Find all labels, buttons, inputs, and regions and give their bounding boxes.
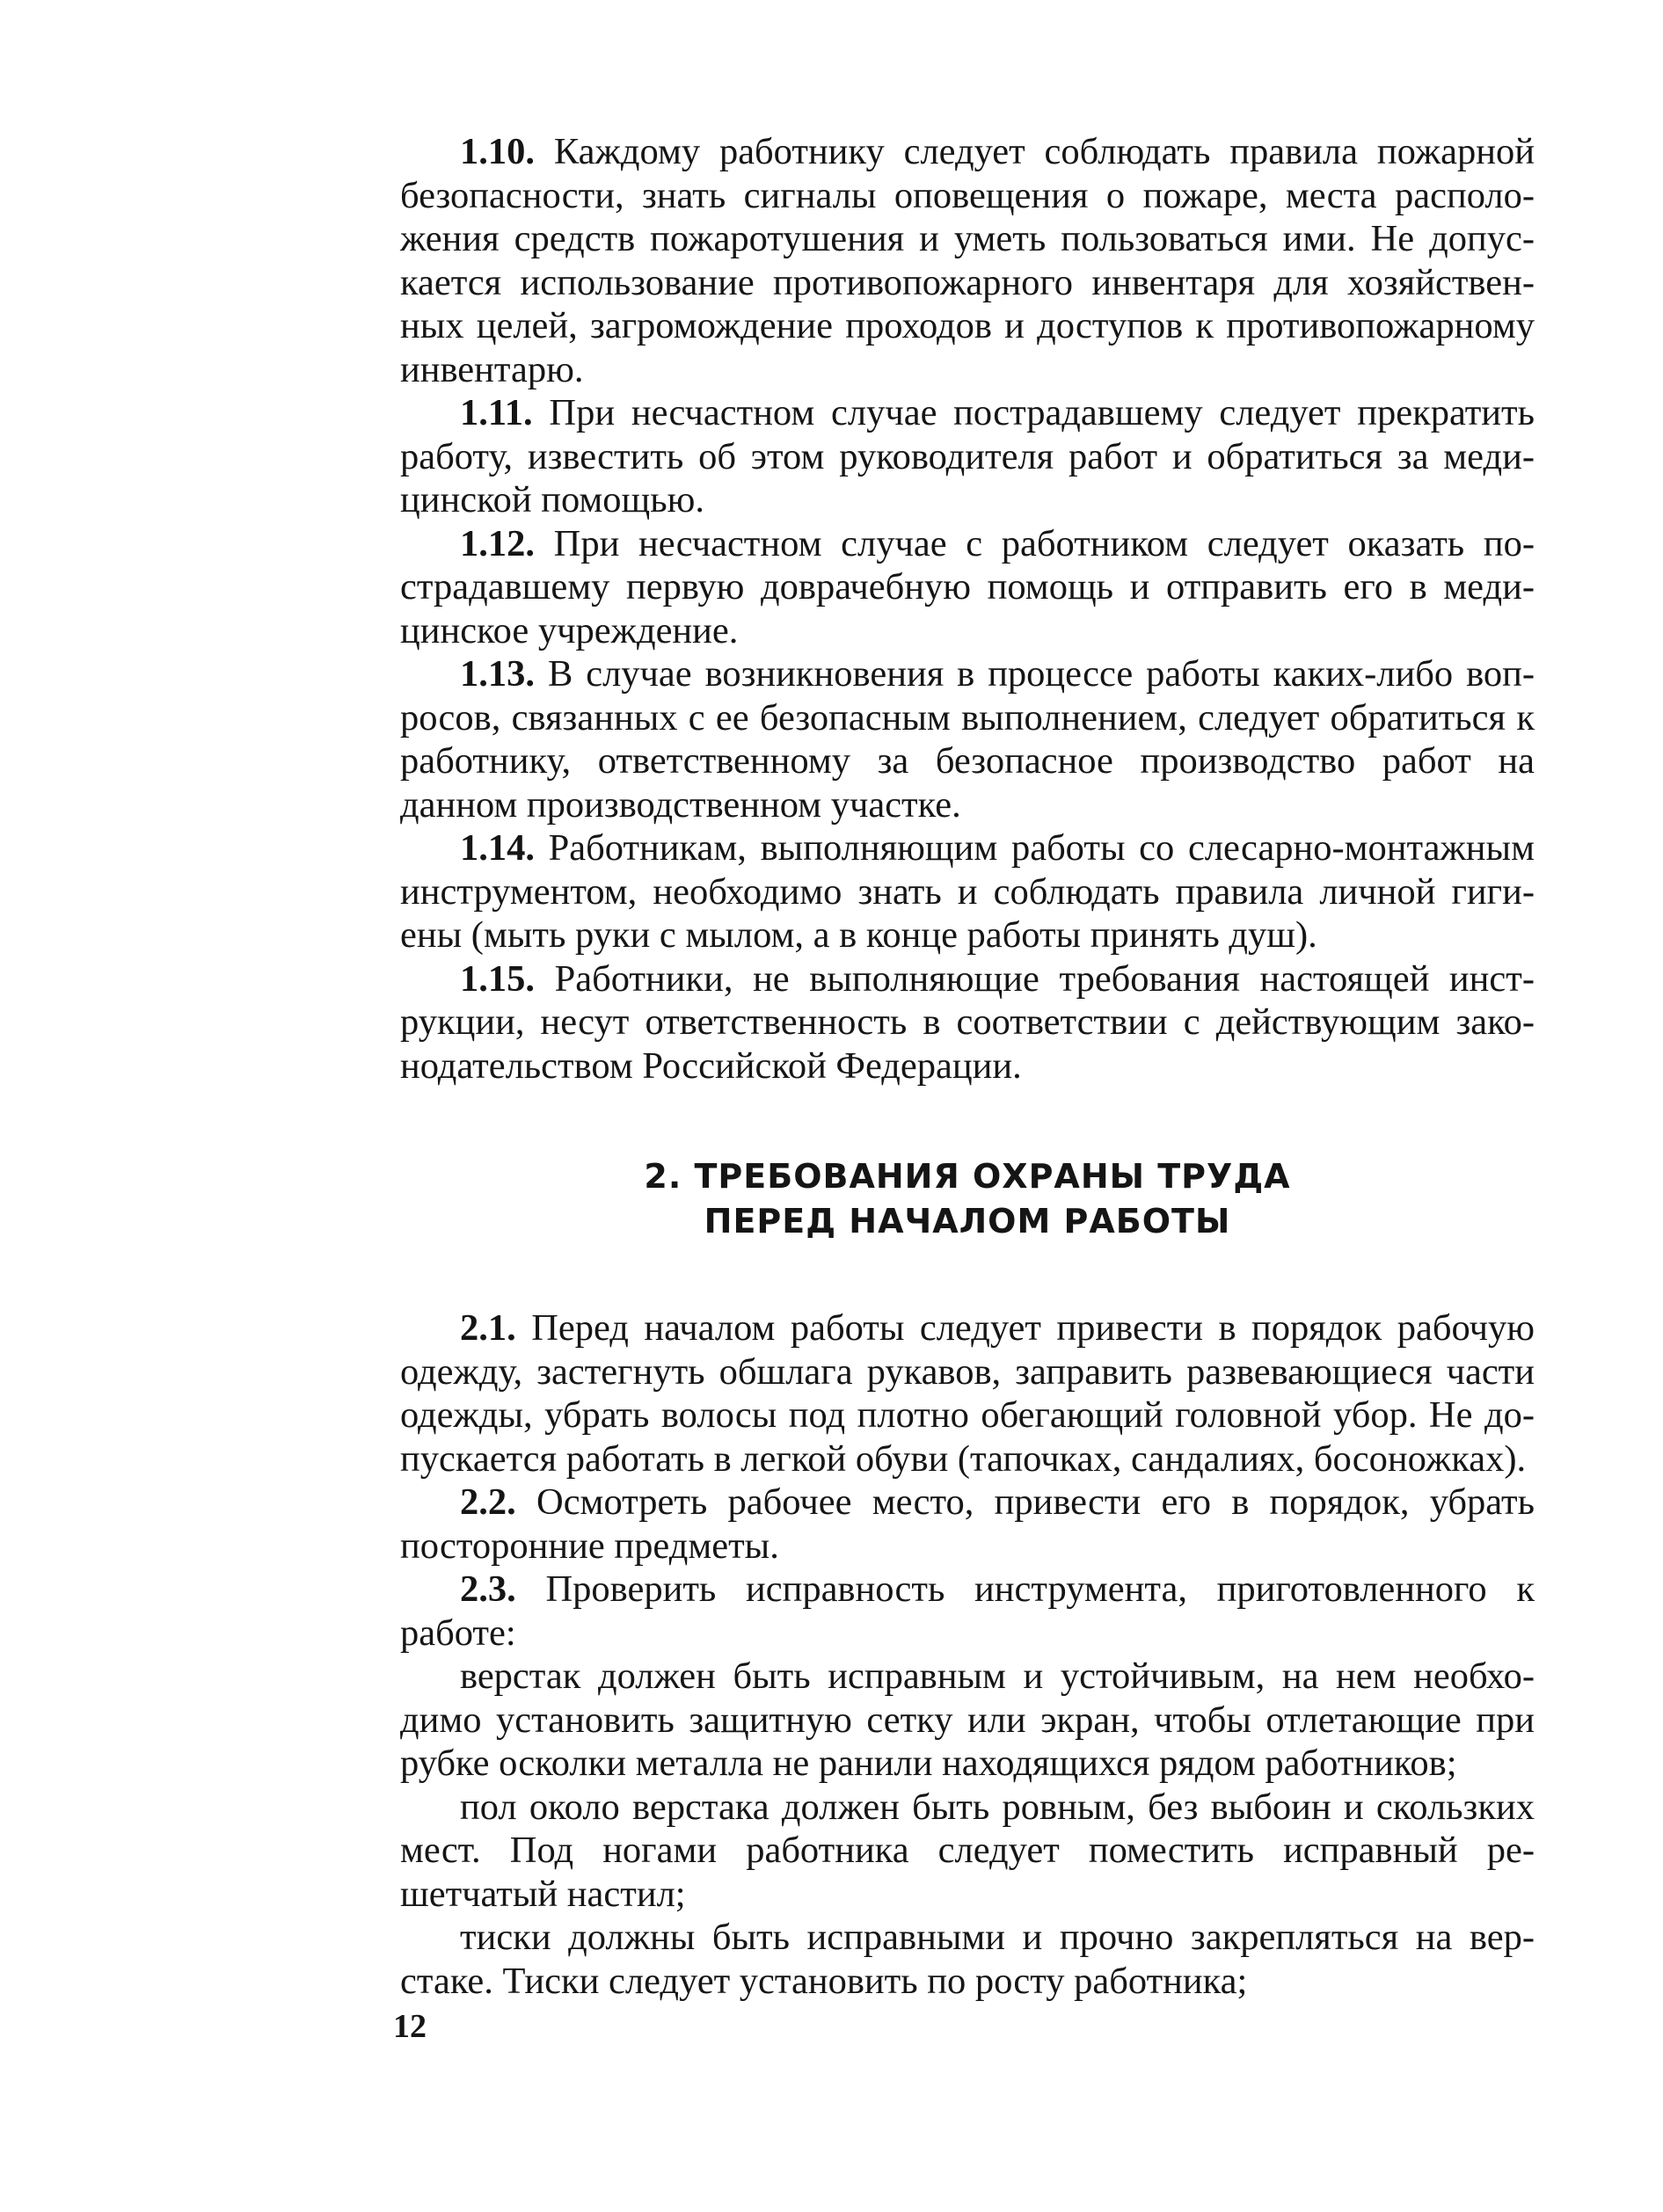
paragraph-1-15 <box>400 957 1535 1088</box>
clause-number: 1.11. <box>460 392 533 433</box>
clause-text: Работникам, выполняющим работы со слесарно-монтажным инструментом, необходимо знать и соблюдать правила личной гигиены (мыть руки с мылом, а в конце работы принять душ). <box>400 827 1535 956</box>
clause-text: При несчастном случае пострадавшему следует прекратить работу, известить об этом руководителя работ и обратиться за медицинской помощью. <box>400 392 1535 520</box>
clause-text: Проверить исправность инструмента, приготовленного к работе: <box>400 1568 1535 1654</box>
clause-number: 2.1. <box>460 1307 516 1349</box>
clause-number: 1.15. <box>460 957 535 1000</box>
clause-number: 2.3. <box>460 1568 516 1610</box>
subitem-vise: тиски должны быть исправными и прочно закрепляться на верстаке. Тиски следует установить по росту работника; <box>400 1917 1535 2002</box>
page-number: 12 <box>393 2008 427 2045</box>
section-heading-line-2: ПЕРЕД НАЧАЛОМ РАБОТЫ <box>704 1202 1231 1241</box>
clause-number: 1.12. <box>460 522 535 564</box>
subitem-floor: пол около верстака должен быть ровным, без выбоин и скользких мест. Под ногами работника следует поместить исправный решетчатый настил; <box>400 1786 1535 1915</box>
paragraph-1-12 <box>400 522 1535 653</box>
paragraph-1-14 <box>400 826 1535 957</box>
clause-number: 1.10. <box>460 131 535 172</box>
clause-number: 2.2. <box>460 1481 516 1523</box>
clause-text: При несчастном случае с работником следует оказать пострадавшему первую доврачебную помощь и отправить его в медицинское учреждение. <box>400 522 1535 651</box>
paragraph-1-11 <box>400 391 1535 522</box>
paragraph-1-10 <box>400 130 1535 391</box>
document-page <box>400 130 1535 2003</box>
clause-text: Осмотреть рабочее место, привести его в порядок, убрать посторонние предметы. <box>400 1481 1535 1567</box>
clause-text: Работники, не выполняющие требования настоящей инструкции, несут ответственность в соответствии с действующим законодательством Российской Федерации. <box>400 957 1535 1087</box>
paragraph-2-1 <box>400 1306 1535 1481</box>
section-heading-line-1: 2. ТРЕБОВАНИЯ ОХРАНЫ ТРУДА <box>644 1157 1291 1196</box>
clause-text: Перед началом работы следует привести в порядок рабочую одежду, застегнуть обшлага рукавов, заправить развевающиеся части одежды, убрать волосы под плотно обегающий головной убор. Не допускается работать в легкой обуви (тапочках, сандалиях, босоножках). <box>400 1307 1535 1480</box>
section-heading <box>400 1154 1535 1244</box>
clause-text: Каждому работнику следует соблюдать правила пожарной безопасности, знать сигналы оповещения о пожаре, места расположения средств пожаротушения и уметь пользоваться ими. Не допускается использование противопожарного инвентаря для хозяйственных целей, загромождение проходов и доступов к противопожарному инвентарю. <box>400 131 1535 390</box>
clause-text: В случае возникновения в процессе работы каких-либо вопросов, связанных с ее безопасным выполнением, следует обратиться к работнику, ответственному за безопасное производство работ на данном производственном участке. <box>400 653 1535 826</box>
clause-number: 1.13. <box>460 653 535 695</box>
clause-number: 1.14. <box>460 827 535 869</box>
paragraph-1-13 <box>400 652 1535 826</box>
paragraph-2-2 <box>400 1481 1535 1568</box>
subitem-workbench: верстак должен быть исправным и устойчивым, на нем необходимо установить защитную сетку или экран, чтобы отлетающие при рубке осколки металла не ранили находящихся рядом работников; <box>400 1655 1535 1784</box>
paragraph-2-3 <box>400 1568 1535 1655</box>
